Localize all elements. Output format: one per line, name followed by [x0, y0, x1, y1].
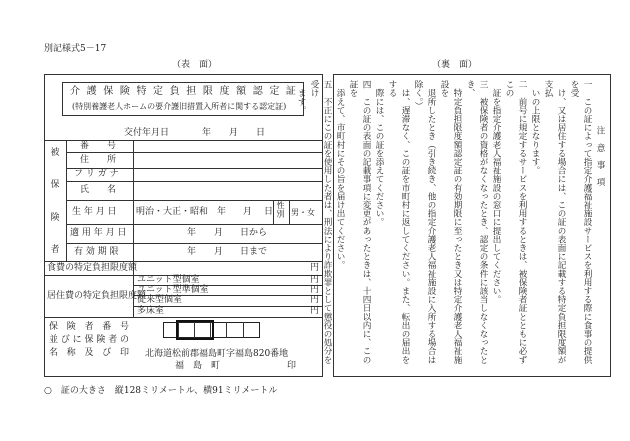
applicable-date-label: 適 用 年 月 日	[70, 228, 127, 238]
issue-date-month: 月	[229, 128, 239, 138]
birth-eras: 明治・大正・昭和	[136, 207, 209, 217]
insurer-number-highlight	[176, 320, 214, 340]
card-title-char: 額	[236, 86, 247, 97]
applicable-suffix: 日から	[240, 228, 268, 238]
residence-yen-3: 円	[310, 295, 320, 305]
applicable-year-unit: 年	[187, 228, 197, 238]
card-title-char: 限	[202, 86, 213, 97]
back-heading: （裏 面）	[432, 60, 478, 70]
insured-char-4: 者	[50, 244, 60, 255]
card-title-char: 負	[169, 86, 180, 97]
insurer-label-char: の	[119, 335, 129, 345]
card-subtitle: (特別養護老人ホームの要介護旧措置入所者に関する認定証)	[72, 102, 287, 111]
note-line: 添えて、市町村にその旨を届け出てください。	[335, 80, 345, 270]
card-title-char: 特	[136, 86, 147, 97]
front-heading: （表 面）	[172, 60, 218, 70]
card-title-char: 度	[219, 86, 230, 97]
gender-label: 性別	[276, 201, 285, 218]
birth-year-unit: 年	[217, 207, 227, 217]
insurer-label-char: 番	[102, 322, 112, 332]
note-line: 特定負担限度額認定証の有効期限に至ったとき又は特定介護老人福祉施設を	[439, 80, 462, 364]
furigana-label: フ リ ガ ナ	[74, 169, 119, 179]
note-line: 五 不正にこの証を使用した者は、刑法により詐欺罪として懲役の処分を受け	[309, 80, 332, 364]
note-line: 退所したとき（引き続き、他の指定介護老人福祉施設に入所する場合は除く。）	[413, 80, 436, 364]
insurer-label-char: に	[72, 335, 82, 345]
residence-row-unit-private: ユニット型個室	[137, 275, 200, 285]
insured-char-1: 被	[50, 148, 60, 158]
insurer-label-char: 称	[66, 348, 76, 358]
insurer-label-char: 印	[119, 348, 129, 358]
note-line: 一 この証によって指定介護福祉施設サービスを利用する際に食事の提供を受	[569, 80, 592, 364]
insurer-label-char: 者	[84, 322, 94, 332]
meal-yen: 円	[310, 263, 320, 273]
birth-month-unit: 月	[243, 207, 253, 217]
meal-limit-label: 食費の特定負担限度額	[47, 263, 138, 273]
card-title-char: 護	[86, 86, 97, 97]
birth-day-unit: 日	[264, 207, 274, 217]
insurer-label-char: 険	[66, 322, 76, 332]
card-title	[70, 86, 296, 98]
note-line: け、又は居住する場合には、この証の表面に記載する特定負担限度額が支払	[543, 80, 566, 364]
residence-yen-1: 円	[310, 275, 320, 285]
note-line: 際には、この証を添えてください。	[374, 80, 384, 227]
card-title-char: 険	[119, 86, 130, 97]
size-note: ○ 証の大きさ 縦128ミリメートル、横91ミリメートル	[44, 386, 278, 396]
insurer-seal: 印	[287, 361, 297, 371]
insured-char-2: 保	[50, 180, 60, 191]
insurer-address: 北海道松前郡福島町字福島820番地	[145, 349, 289, 359]
insurer-label-char: 及	[84, 348, 94, 358]
insurer-name: 福 島 町	[175, 361, 221, 371]
residence-row-unit-semi: ユニット型準個室	[137, 285, 209, 295]
insurer-label-char: 号	[119, 322, 129, 332]
applicable-month-unit: 月	[214, 228, 224, 238]
notes-title: 注 意 事 項	[595, 126, 605, 187]
card-title-char: 証	[285, 86, 296, 97]
residence-limit-label: 居住費の特定負担限度額	[47, 291, 147, 301]
issue-date-day: 日	[256, 128, 266, 138]
insurer-label-char: 険	[96, 335, 106, 345]
note-line: は、遅滞なく、この証を市町村に返してください。また、転出の届出をする	[387, 80, 410, 364]
insurer-label-char: 保	[49, 322, 59, 332]
note-line: 三 被保険者の資格がなくなったとき、認定の条件に該当しなくなったとき、	[465, 80, 488, 364]
insurer-label-char: 並	[49, 335, 59, 345]
insurer-label-row-1	[49, 322, 129, 333]
card-title-char: 保	[103, 86, 114, 97]
insured-char-3: 険	[50, 212, 60, 223]
insurer-label-row-2	[49, 335, 129, 346]
insurer-label-char: び	[60, 335, 70, 345]
card-title-char: 定	[153, 86, 164, 97]
residence-row-multi-bed: 多床室	[137, 306, 165, 316]
note-line: ます。	[296, 80, 306, 115]
insurer-label-row-3	[49, 348, 129, 359]
insurer-label-char: び	[102, 348, 112, 358]
insurer-label-char: 名	[49, 348, 59, 358]
address-label: 住 所	[80, 155, 117, 165]
residence-yen-2: 円	[310, 285, 320, 295]
expiry-date-label: 有 効 期 限	[74, 247, 119, 257]
name-label: 氏 名	[80, 185, 117, 195]
note-line: 四 この証の表面の記載事項に変更があったときは、十四日以内に、この証を	[348, 80, 371, 364]
insurer-label-char: 者	[108, 335, 118, 345]
number-label: 番 号	[80, 141, 117, 151]
expiry-year-unit: 年	[187, 247, 197, 257]
expiry-month-unit: 月	[214, 247, 224, 257]
note-line: いの上限となります。	[530, 80, 540, 175]
card-title-char: 介	[70, 86, 80, 97]
insured-group-label	[48, 148, 62, 256]
residence-yen-4: 円	[310, 306, 320, 316]
issue-date-label: 交付年月日	[124, 128, 170, 138]
note-line: 証を指定介護老人福祉施設の窓口に提出してください。	[491, 80, 501, 304]
card-title-char: 担	[186, 86, 197, 97]
residence-row-conventional: 従来型個室	[137, 295, 183, 305]
gender-options: 男・女	[291, 208, 315, 217]
issue-date-year: 年	[202, 128, 212, 138]
birth-label: 生 年 月 日	[72, 207, 117, 217]
card-title-char: 認	[252, 86, 263, 97]
insurer-label-char: 保	[84, 335, 94, 345]
expiry-suffix: 日まで	[240, 247, 268, 257]
note-line: 二 前号に規定するサービスを利用するときは、被保険者証とともに必ずこの	[504, 80, 527, 364]
form-number: 別記様式5－17	[44, 44, 107, 54]
card-title-char: 定	[269, 86, 280, 97]
